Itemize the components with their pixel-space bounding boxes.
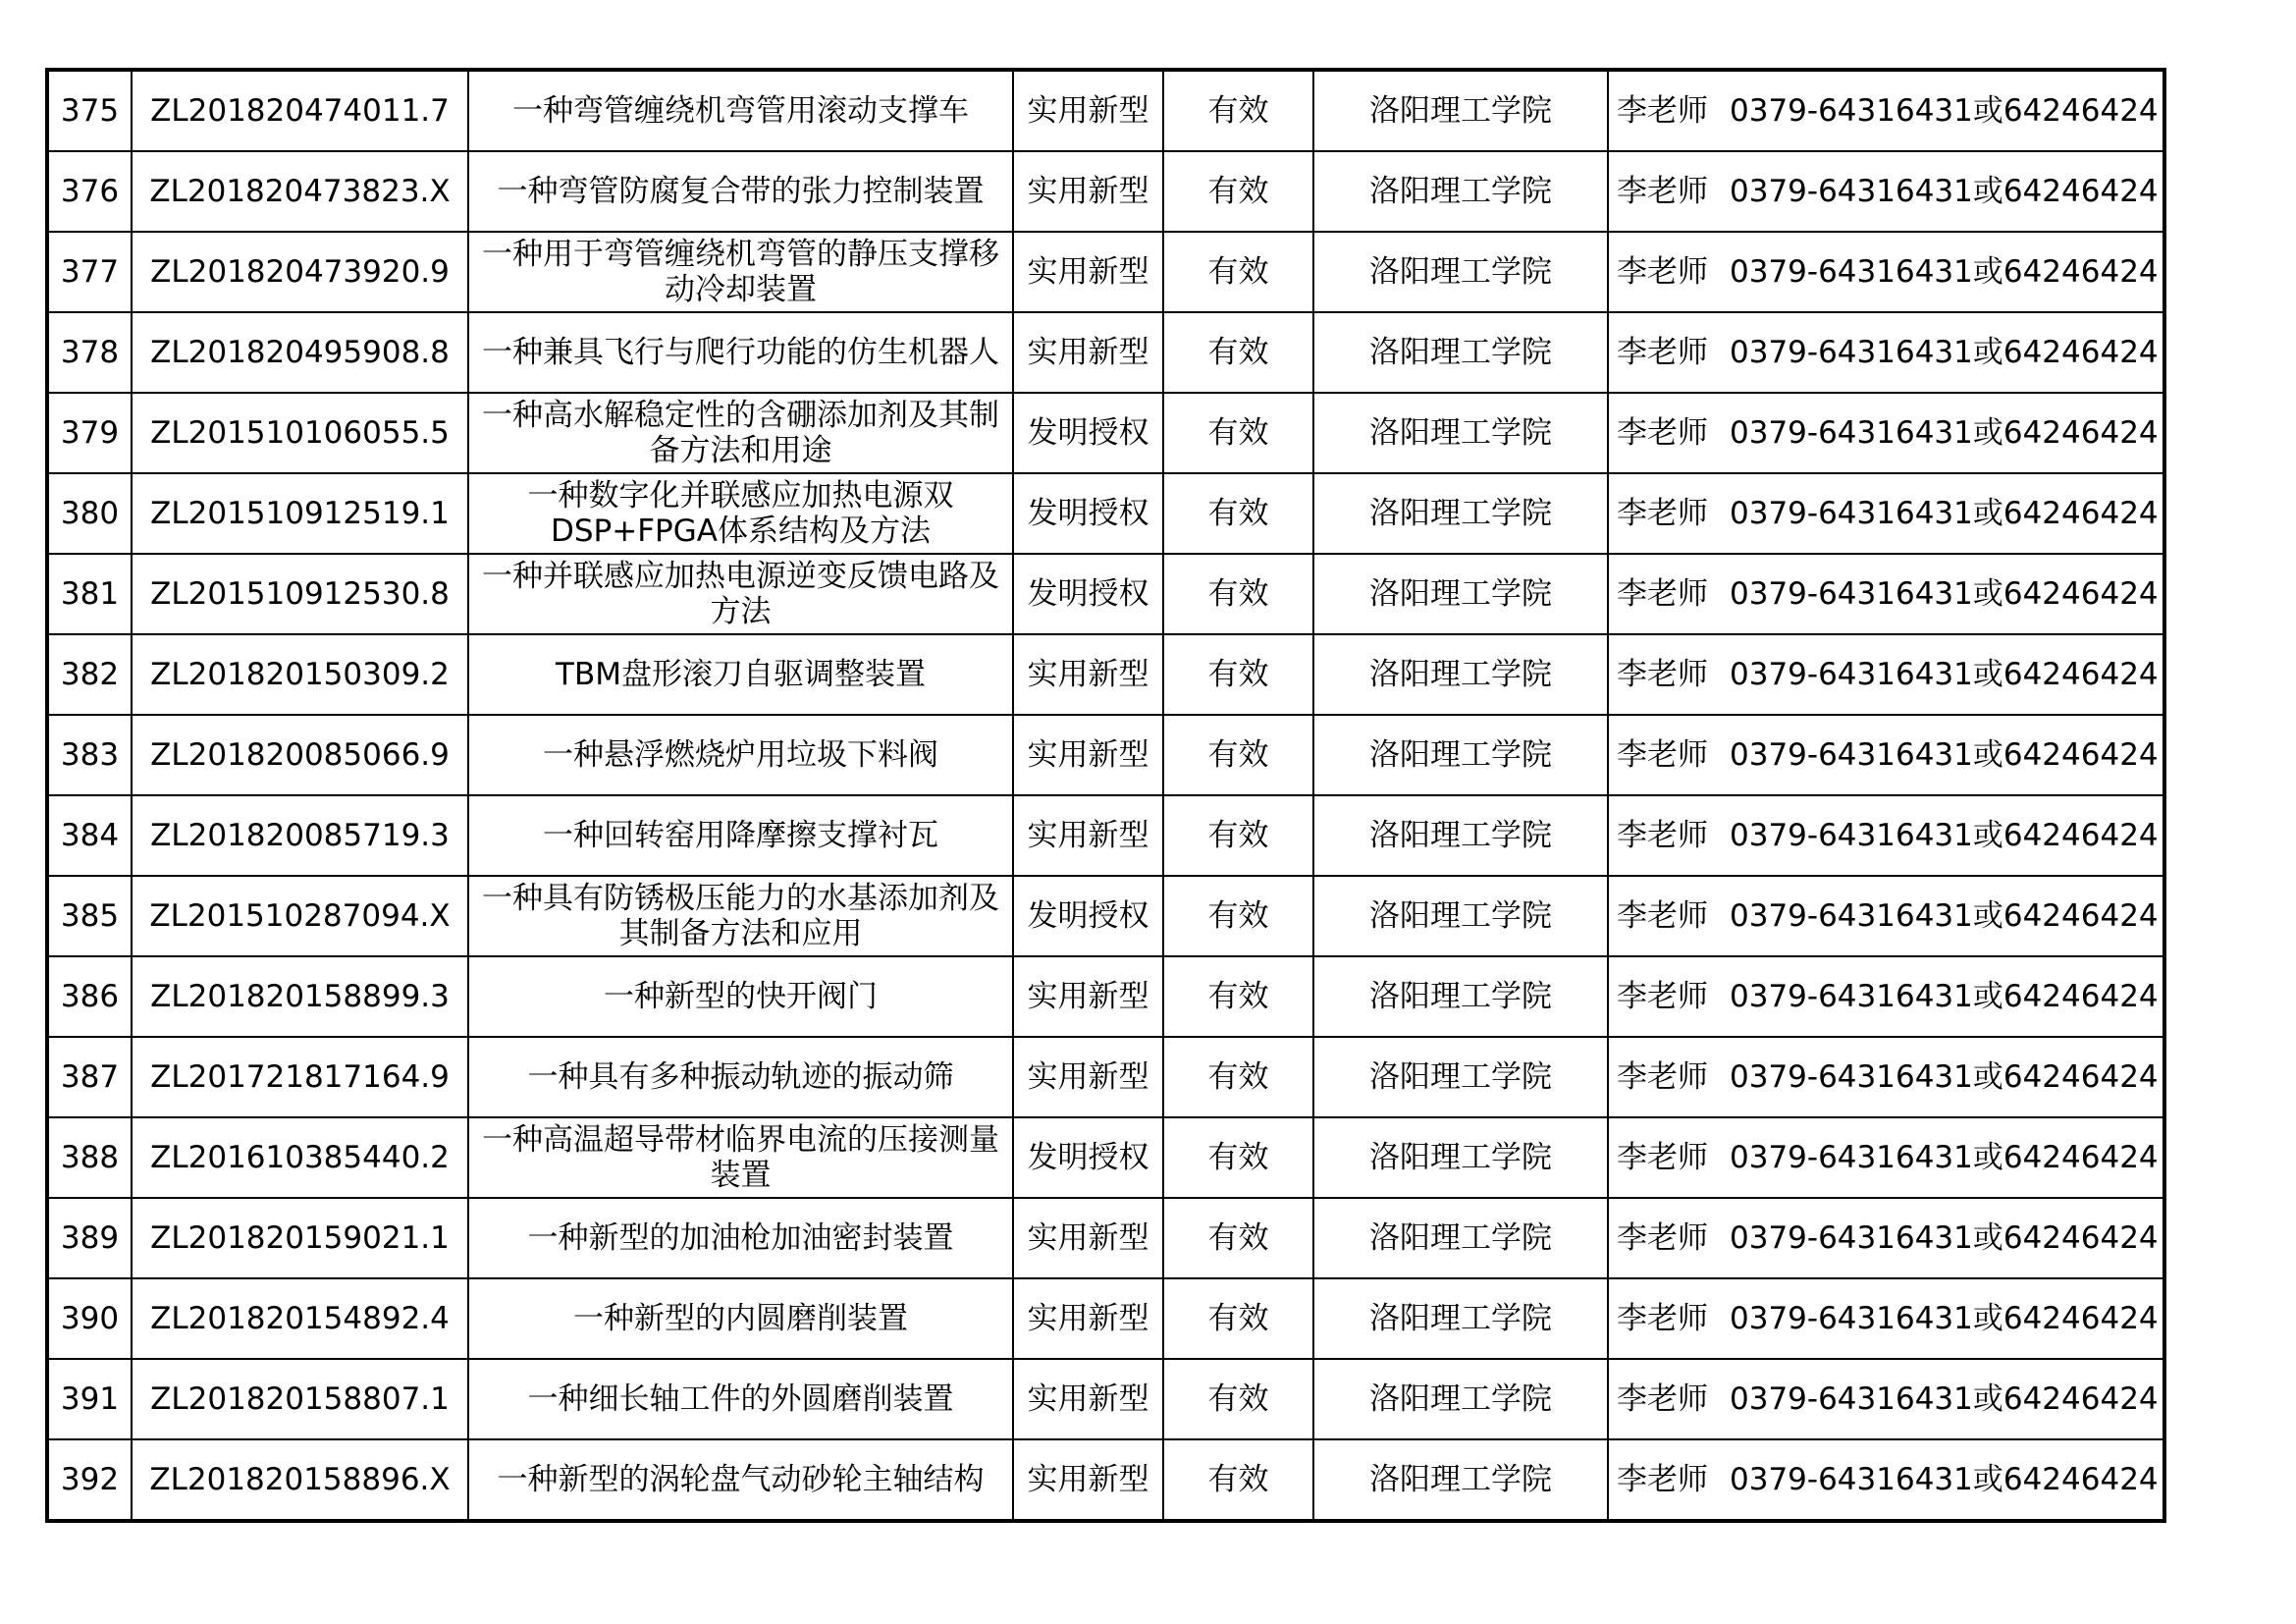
patent-type: 实用新型 xyxy=(1013,232,1163,312)
contact-cell xyxy=(1608,1439,2164,1521)
contact-person: 李老师 xyxy=(1617,174,1708,209)
contact-person: 李老师 xyxy=(1617,335,1708,370)
contact-cell xyxy=(1608,473,2164,554)
patent-status: 有效 xyxy=(1163,795,1313,876)
patent-owner: 洛阳理工学院 xyxy=(1313,393,1608,473)
patent-status: 有效 xyxy=(1163,1439,1313,1521)
patent-name: 一种并联感应加热电源逆变反馈电路及方法 xyxy=(468,554,1013,634)
contact-cell xyxy=(1608,393,2164,473)
contact-cell xyxy=(1608,1198,2164,1278)
row-number: 379 xyxy=(47,393,132,473)
patent-name: 一种弯管缠绕机弯管用滚动支撑车 xyxy=(468,70,1013,151)
patent-name: 一种具有多种振动轨迹的振动筛 xyxy=(468,1037,1013,1117)
contact-person: 李老师 xyxy=(1617,1381,1708,1417)
patent-number: ZL201820158807.1 xyxy=(132,1359,468,1439)
patent-name: 一种细长轴工件的外圆磨削装置 xyxy=(468,1359,1013,1439)
contact-person: 李老师 xyxy=(1617,1462,1708,1497)
patent-type: 实用新型 xyxy=(1013,795,1163,876)
patent-owner: 洛阳理工学院 xyxy=(1313,70,1608,151)
contact-cell xyxy=(1608,70,2164,151)
table-row xyxy=(47,151,2164,232)
patent-number: ZL201820473920.9 xyxy=(132,232,468,312)
patent-number: ZL201510106055.5 xyxy=(132,393,468,473)
patent-name: 一种新型的内圆磨削装置 xyxy=(468,1278,1013,1359)
patent-number: ZL201820150309.2 xyxy=(132,634,468,715)
contact-cell xyxy=(1608,1117,2164,1198)
contact-person: 李老师 xyxy=(1617,979,1708,1014)
patent-status: 有效 xyxy=(1163,1198,1313,1278)
contact-person: 李老师 xyxy=(1617,1301,1708,1336)
contact-person: 李老师 xyxy=(1617,93,1708,129)
row-number: 389 xyxy=(47,1198,132,1278)
patent-number: ZL201510912530.8 xyxy=(132,554,468,634)
table-row xyxy=(47,70,2164,151)
row-number: 385 xyxy=(47,876,132,956)
row-number: 378 xyxy=(47,312,132,393)
patent-status: 有效 xyxy=(1163,956,1313,1037)
patent-owner: 洛阳理工学院 xyxy=(1313,956,1608,1037)
patent-status: 有效 xyxy=(1163,715,1313,795)
patent-owner: 洛阳理工学院 xyxy=(1313,1278,1608,1359)
contact-phone: 0379-64316431或64246424 xyxy=(1730,898,2159,934)
contact-phone: 0379-64316431或64246424 xyxy=(1730,657,2159,692)
patent-type: 发明授权 xyxy=(1013,1117,1163,1198)
contact-person: 李老师 xyxy=(1617,415,1708,451)
patent-number: ZL201820085066.9 xyxy=(132,715,468,795)
patent-owner: 洛阳理工学院 xyxy=(1313,634,1608,715)
patent-type: 实用新型 xyxy=(1013,956,1163,1037)
contact-cell xyxy=(1608,312,2164,393)
row-number: 386 xyxy=(47,956,132,1037)
patent-number: ZL201820154892.4 xyxy=(132,1278,468,1359)
contact-cell xyxy=(1608,554,2164,634)
patent-name: 一种新型的涡轮盘气动砂轮主轴结构 xyxy=(468,1439,1013,1521)
patent-status: 有效 xyxy=(1163,554,1313,634)
patent-status: 有效 xyxy=(1163,1359,1313,1439)
patent-status: 有效 xyxy=(1163,151,1313,232)
patent-status: 有效 xyxy=(1163,1117,1313,1198)
patent-name: 一种高温超导带材临界电流的压接测量装置 xyxy=(468,1117,1013,1198)
contact-phone: 0379-64316431或64246424 xyxy=(1730,93,2159,129)
row-number: 390 xyxy=(47,1278,132,1359)
contact-phone: 0379-64316431或64246424 xyxy=(1730,1381,2159,1417)
contact-phone: 0379-64316431或64246424 xyxy=(1730,737,2159,773)
patent-status: 有效 xyxy=(1163,393,1313,473)
patent-owner: 洛阳理工学院 xyxy=(1313,795,1608,876)
patent-status: 有效 xyxy=(1163,876,1313,956)
patent-type: 实用新型 xyxy=(1013,1359,1163,1439)
contact-phone: 0379-64316431或64246424 xyxy=(1730,979,2159,1014)
patent-type: 实用新型 xyxy=(1013,151,1163,232)
table-row xyxy=(47,473,2164,554)
contact-phone: 0379-64316431或64246424 xyxy=(1730,1140,2159,1175)
contact-cell xyxy=(1608,715,2164,795)
contact-phone: 0379-64316431或64246424 xyxy=(1730,335,2159,370)
patent-table-body xyxy=(47,70,2164,1521)
contact-cell xyxy=(1608,634,2164,715)
patent-number: ZL201820159021.1 xyxy=(132,1198,468,1278)
table-row xyxy=(47,1198,2164,1278)
table-row xyxy=(47,634,2164,715)
table-row xyxy=(47,393,2164,473)
patent-status: 有效 xyxy=(1163,70,1313,151)
patent-type: 实用新型 xyxy=(1013,634,1163,715)
patent-number: ZL201510287094.X xyxy=(132,876,468,956)
patent-type: 实用新型 xyxy=(1013,1439,1163,1521)
patent-owner: 洛阳理工学院 xyxy=(1313,232,1608,312)
patent-name: 一种新型的加油枪加油密封装置 xyxy=(468,1198,1013,1278)
table-row xyxy=(47,956,2164,1037)
patent-number: ZL201610385440.2 xyxy=(132,1117,468,1198)
patent-owner: 洛阳理工学院 xyxy=(1313,151,1608,232)
table-row xyxy=(47,795,2164,876)
row-number: 387 xyxy=(47,1037,132,1117)
contact-cell xyxy=(1608,151,2164,232)
contact-phone: 0379-64316431或64246424 xyxy=(1730,818,2159,853)
patent-name: 一种兼具飞行与爬行功能的仿生机器人 xyxy=(468,312,1013,393)
contact-cell xyxy=(1608,1359,2164,1439)
patent-number: ZL201510912519.1 xyxy=(132,473,468,554)
contact-cell xyxy=(1608,876,2164,956)
contact-person: 李老师 xyxy=(1617,1059,1708,1095)
patent-type: 实用新型 xyxy=(1013,312,1163,393)
row-number: 376 xyxy=(47,151,132,232)
patent-number: ZL201820474011.7 xyxy=(132,70,468,151)
contact-person: 李老师 xyxy=(1617,576,1708,612)
patent-number: ZL201820473823.X xyxy=(132,151,468,232)
patent-status: 有效 xyxy=(1163,232,1313,312)
contact-phone: 0379-64316431或64246424 xyxy=(1730,1220,2159,1256)
patent-owner: 洛阳理工学院 xyxy=(1313,1037,1608,1117)
contact-person: 李老师 xyxy=(1617,1140,1708,1175)
contact-phone: 0379-64316431或64246424 xyxy=(1730,1301,2159,1336)
patent-name: 一种弯管防腐复合带的张力控制装置 xyxy=(468,151,1013,232)
patent-table xyxy=(45,68,2166,1523)
contact-person: 李老师 xyxy=(1617,496,1708,531)
contact-phone: 0379-64316431或64246424 xyxy=(1730,576,2159,612)
patent-status: 有效 xyxy=(1163,312,1313,393)
contact-cell xyxy=(1608,1037,2164,1117)
table-row xyxy=(47,715,2164,795)
table-row xyxy=(47,876,2164,956)
patent-name: 一种新型的快开阀门 xyxy=(468,956,1013,1037)
row-number: 380 xyxy=(47,473,132,554)
patent-type: 发明授权 xyxy=(1013,876,1163,956)
patent-name: 一种回转窑用降摩擦支撑衬瓦 xyxy=(468,795,1013,876)
contact-person: 李老师 xyxy=(1617,1220,1708,1256)
table-row xyxy=(47,232,2164,312)
contact-phone: 0379-64316431或64246424 xyxy=(1730,174,2159,209)
patent-status: 有效 xyxy=(1163,1037,1313,1117)
patent-number: ZL201820158896.X xyxy=(132,1439,468,1521)
patent-name: 一种高水解稳定性的含硼添加剂及其制备方法和用途 xyxy=(468,393,1013,473)
contact-cell xyxy=(1608,795,2164,876)
row-number: 388 xyxy=(47,1117,132,1198)
contact-cell xyxy=(1608,1278,2164,1359)
patent-number: ZL201820085719.3 xyxy=(132,795,468,876)
contact-phone: 0379-64316431或64246424 xyxy=(1730,496,2159,531)
patent-type: 实用新型 xyxy=(1013,1278,1163,1359)
table-row xyxy=(47,1117,2164,1198)
patent-owner: 洛阳理工学院 xyxy=(1313,876,1608,956)
patent-owner: 洛阳理工学院 xyxy=(1313,1439,1608,1521)
row-number: 377 xyxy=(47,232,132,312)
contact-phone: 0379-64316431或64246424 xyxy=(1730,415,2159,451)
contact-person: 李老师 xyxy=(1617,898,1708,934)
patent-name: 一种用于弯管缠绕机弯管的静压支撑移动冷却装置 xyxy=(468,232,1013,312)
table-row xyxy=(47,312,2164,393)
table-row xyxy=(47,1037,2164,1117)
contact-phone: 0379-64316431或64246424 xyxy=(1730,254,2159,290)
contact-person: 李老师 xyxy=(1617,657,1708,692)
contact-phone: 0379-64316431或64246424 xyxy=(1730,1059,2159,1095)
patent-status: 有效 xyxy=(1163,473,1313,554)
patent-type: 实用新型 xyxy=(1013,715,1163,795)
row-number: 382 xyxy=(47,634,132,715)
contact-phone: 0379-64316431或64246424 xyxy=(1730,1462,2159,1497)
contact-cell xyxy=(1608,232,2164,312)
row-number: 383 xyxy=(47,715,132,795)
table-row xyxy=(47,554,2164,634)
patent-type: 发明授权 xyxy=(1013,473,1163,554)
row-number: 392 xyxy=(47,1439,132,1521)
table-row xyxy=(47,1439,2164,1521)
patent-name: TBM盘形滚刀自驱调整装置 xyxy=(468,634,1013,715)
contact-person: 李老师 xyxy=(1617,254,1708,290)
contact-person: 李老师 xyxy=(1617,818,1708,853)
patent-owner: 洛阳理工学院 xyxy=(1313,1198,1608,1278)
row-number: 375 xyxy=(47,70,132,151)
contact-cell xyxy=(1608,956,2164,1037)
row-number: 384 xyxy=(47,795,132,876)
patent-type: 实用新型 xyxy=(1013,1198,1163,1278)
row-number: 391 xyxy=(47,1359,132,1439)
patent-owner: 洛阳理工学院 xyxy=(1313,1359,1608,1439)
patent-number: ZL201721817164.9 xyxy=(132,1037,468,1117)
patent-number: ZL201820158899.3 xyxy=(132,956,468,1037)
patent-type: 发明授权 xyxy=(1013,393,1163,473)
patent-status: 有效 xyxy=(1163,1278,1313,1359)
patent-type: 发明授权 xyxy=(1013,554,1163,634)
patent-name: 一种悬浮燃烧炉用垃圾下料阀 xyxy=(468,715,1013,795)
patent-owner: 洛阳理工学院 xyxy=(1313,554,1608,634)
patent-status: 有效 xyxy=(1163,634,1313,715)
table-row xyxy=(47,1359,2164,1439)
patent-name: 一种具有防锈极压能力的水基添加剂及其制备方法和应用 xyxy=(468,876,1013,956)
patent-owner: 洛阳理工学院 xyxy=(1313,715,1608,795)
contact-person: 李老师 xyxy=(1617,737,1708,773)
patent-name: 一种数字化并联感应加热电源双DSP+FPGA体系结构及方法 xyxy=(468,473,1013,554)
table-row xyxy=(47,1278,2164,1359)
patent-type: 实用新型 xyxy=(1013,70,1163,151)
row-number: 381 xyxy=(47,554,132,634)
patent-owner: 洛阳理工学院 xyxy=(1313,1117,1608,1198)
patent-owner: 洛阳理工学院 xyxy=(1313,473,1608,554)
patent-number: ZL201820495908.8 xyxy=(132,312,468,393)
patent-type: 实用新型 xyxy=(1013,1037,1163,1117)
patent-owner: 洛阳理工学院 xyxy=(1313,312,1608,393)
